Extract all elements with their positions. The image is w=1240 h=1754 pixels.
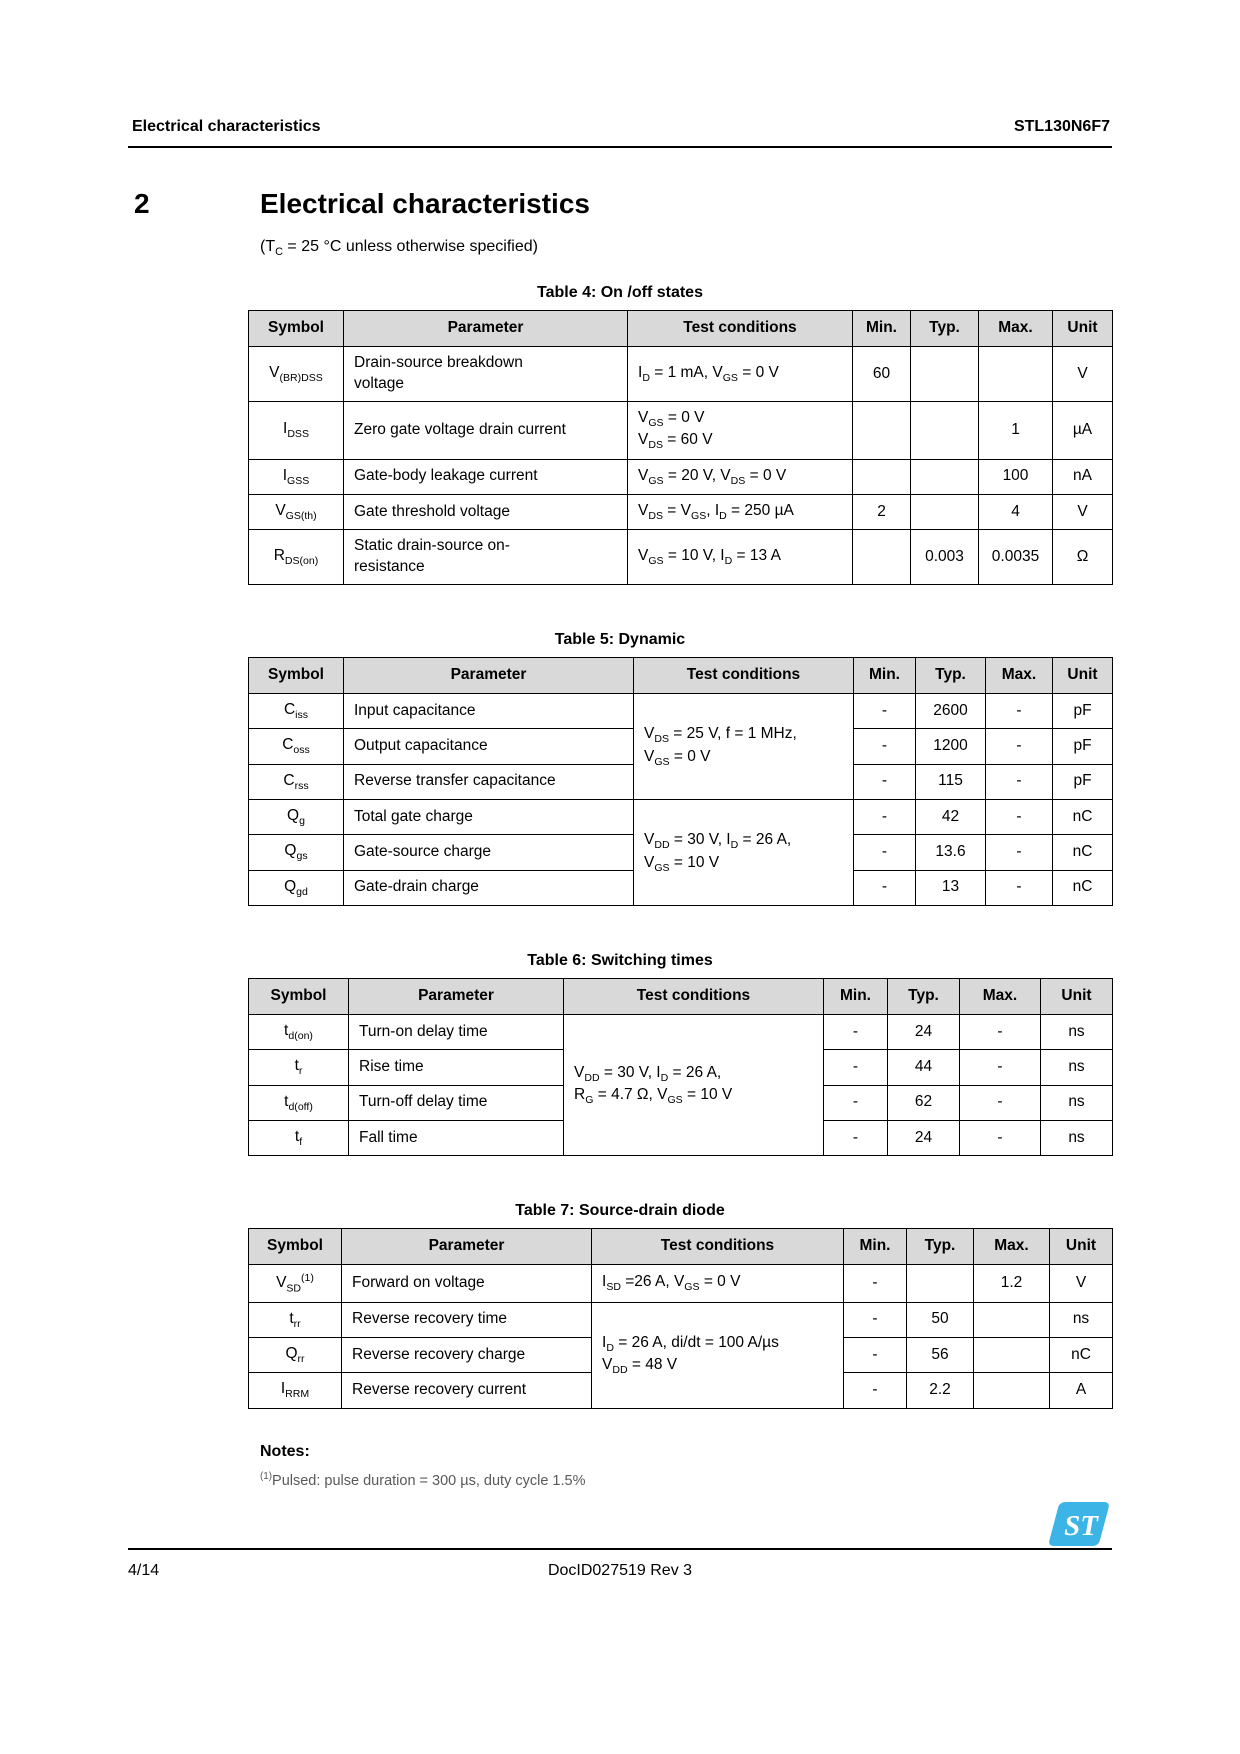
table-cell: ns (1041, 1120, 1113, 1155)
table-cell: Total gate charge (344, 800, 634, 835)
header-row (249, 979, 1113, 1015)
table-title: Table 6: Switching times (527, 952, 713, 969)
table-cell (911, 459, 979, 494)
table-cell: - (844, 1302, 907, 1337)
header-section-title: Electrical characteristics (132, 118, 321, 135)
table-cell: - (854, 800, 916, 835)
table-cell: - (960, 1014, 1041, 1049)
table-cell: $t_f$ (249, 1120, 349, 1155)
table-cell: 44 (888, 1050, 960, 1085)
table-title: Table 7: Source-drain diode (515, 1202, 725, 1220)
table-cell: Reverse recovery current (342, 1373, 592, 1408)
column-header: Unit (1041, 979, 1113, 1015)
table-cell: - (986, 835, 1053, 870)
tables-area (248, 284, 1112, 1408)
table-cell: $I_D = 26$ A, di/dt = 100 A/µs $V_{DD} = 48$ V (592, 1302, 844, 1408)
table-cell: - (824, 1014, 888, 1049)
table-cell: $C_{oss}$ (249, 729, 344, 764)
table-cell: $V_{GS} = 10$ V, $I_D = 13$ A (628, 530, 853, 585)
table-cell: $Q_{gd}$ (249, 870, 344, 905)
column-header: Typ. (916, 658, 986, 694)
table-cell: - (844, 1373, 907, 1408)
column-header: Max. (979, 311, 1053, 347)
table-cell: - (986, 800, 1053, 835)
table-cell: Forward on voltage (342, 1265, 592, 1302)
table-cell: 62 (888, 1085, 960, 1120)
table-cell: - (986, 764, 1053, 799)
table-cell: µA (1053, 401, 1113, 459)
column-header: Parameter (344, 311, 628, 347)
table-cell: 60 (853, 347, 911, 402)
column-header: Parameter (344, 658, 634, 694)
section-subtitle: ($T_C = 25$ °C unless otherwise specified) (260, 238, 538, 259)
column-header: Max. (986, 658, 1053, 694)
table-cell: $V_{DS} = V_{GS}$, $I_D = 250$ µA (628, 494, 853, 529)
table-cell: 115 (916, 764, 986, 799)
column-header: Parameter (349, 979, 564, 1015)
table-cell: V (1050, 1265, 1113, 1302)
table-cell: $V_{GS} = 0$ V $V_{DS} = 60$ V (628, 401, 853, 459)
column-header: Min. (854, 658, 916, 694)
table-cell: - (844, 1265, 907, 1302)
table-cell: $I_{RRM}$ (249, 1373, 342, 1408)
section-title: Electrical characteristics (260, 188, 590, 219)
document-header (128, 0, 1112, 148)
table-row (249, 401, 1113, 459)
table-cell: 100 (979, 459, 1053, 494)
table-cell: $Q_g$ (249, 800, 344, 835)
table-cell: Turn-on delay time (349, 1014, 564, 1049)
table-cell: Ω (1053, 530, 1113, 585)
column-header: Parameter (342, 1229, 592, 1265)
table-cell: $Q_{rr}$ (249, 1337, 342, 1372)
table-cell: 13.6 (916, 835, 986, 870)
table-cell: - (844, 1337, 907, 1372)
table-cell (974, 1373, 1050, 1408)
table-cell: 1.2 (974, 1265, 1050, 1302)
table-cell: - (854, 729, 916, 764)
table-cell (853, 459, 911, 494)
table-row (249, 494, 1113, 529)
table-cell: ns (1041, 1014, 1113, 1049)
table-row (249, 459, 1113, 494)
table-cell: 50 (907, 1302, 974, 1337)
table-cell: - (960, 1050, 1041, 1085)
section-heading (128, 188, 1112, 220)
table-cell: $t_{d(off)}$ (249, 1085, 349, 1120)
column-header: Typ. (888, 979, 960, 1015)
table-cell: - (854, 870, 916, 905)
table-cell: Gate-body leakage current (344, 459, 628, 494)
table-cell (853, 401, 911, 459)
st-logo (1048, 1501, 1110, 1547)
table-cell: pF (1053, 764, 1113, 799)
table-cell: pF (1053, 694, 1113, 729)
table-cell: - (986, 694, 1053, 729)
table-cell: Output capacitance (344, 729, 634, 764)
table-cell: - (824, 1050, 888, 1085)
table-cell: 24 (888, 1120, 960, 1155)
table-cell: Static drain-source on- resistance (344, 530, 628, 585)
table-cell: Input capacitance (344, 694, 634, 729)
table-cell: $I_D = 1$ mA, $V_{GS} = 0$ V (628, 347, 853, 402)
table-row (249, 1014, 1113, 1049)
table-cell: - (854, 694, 916, 729)
table-cell: Reverse transfer capacitance (344, 764, 634, 799)
page-content (128, 0, 1112, 1488)
spec-table (248, 978, 1113, 1156)
column-header: Min. (844, 1229, 907, 1265)
column-header: Unit (1050, 1229, 1113, 1265)
table-row (249, 800, 1113, 835)
table-cell (907, 1265, 974, 1302)
table-cell: 2 (853, 494, 911, 529)
column-header: Symbol (249, 979, 349, 1015)
column-header: Symbol (249, 1229, 342, 1265)
table-cell: A (1050, 1373, 1113, 1408)
column-header: Test conditions (628, 311, 853, 347)
table-cell: 2.2 (907, 1373, 974, 1408)
table-cell: - (986, 729, 1053, 764)
table-cell: - (960, 1085, 1041, 1120)
table-cell (911, 347, 979, 402)
table-cell (974, 1302, 1050, 1337)
column-header: Max. (974, 1229, 1050, 1265)
table-cell: $I_{GSS}$ (249, 459, 344, 494)
header-part-number: STL130N6F7 (1013, 118, 1110, 135)
column-header: Symbol (249, 311, 344, 347)
table-cell: Gate-drain charge (344, 870, 634, 905)
table-cell: $V_{DD} = 30$ V, $I_D = 26$ A, $V_{GS} = 10$ V (634, 800, 854, 906)
table-cell: nC (1053, 870, 1113, 905)
table-cell: nA (1053, 459, 1113, 494)
table-on-off-states (248, 284, 1112, 585)
notes-section (260, 1443, 1112, 1489)
table-source-drain-diode (248, 1202, 1112, 1408)
table-cell: V (1053, 494, 1113, 529)
table-cell: $t_r$ (249, 1050, 349, 1085)
page-number: 4/14 (128, 1562, 160, 1579)
table-cell: Reverse recovery time (342, 1302, 592, 1337)
column-header: Test conditions (592, 1229, 844, 1265)
table-cell: - (824, 1120, 888, 1155)
table-row (249, 1302, 1113, 1337)
table-cell: $C_{iss}$ (249, 694, 344, 729)
table-cell: 2600 (916, 694, 986, 729)
table-row (249, 1265, 1113, 1302)
table-cell: pF (1053, 729, 1113, 764)
table-cell: Gate threshold voltage (344, 494, 628, 529)
column-header: Min. (824, 979, 888, 1015)
column-header: Symbol (249, 658, 344, 694)
table-cell: $V_{SD}^{(1)}$ (249, 1265, 342, 1302)
table-row (249, 530, 1113, 585)
spec-table (248, 1228, 1113, 1408)
table-cell (979, 347, 1053, 402)
header-row (249, 1229, 1113, 1265)
table-cell: ns (1041, 1050, 1113, 1085)
document-footer (128, 1510, 1112, 1580)
table-dynamic (248, 631, 1112, 906)
table-cell (911, 494, 979, 529)
table-cell: - (986, 870, 1053, 905)
table-row (249, 347, 1113, 402)
table-cell: Zero gate voltage drain current (344, 401, 628, 459)
table-cell: $Q_{gs}$ (249, 835, 344, 870)
st-logo-text: ST (1064, 1510, 1098, 1542)
table-cell: $V_{DD} = 30$ V, $I_D = 26$ A, $R_G = 4.7$ Ω, $V_{GS} = 10$ V (564, 1014, 824, 1155)
column-header: Unit (1053, 658, 1113, 694)
note-item: $^{(1)}$Pulsed: pulse duration = 300 µs, duty cycle 1.5% (260, 1470, 586, 1489)
table-cell: $R_{DS(on)}$ (249, 530, 344, 585)
table-cell: 42 (916, 800, 986, 835)
table-cell (911, 401, 979, 459)
doc-id: DocID027519 Rev 3 (547, 1562, 693, 1579)
section-number: 2 (134, 188, 150, 219)
notes-label: Notes: (260, 1442, 310, 1460)
table-cell: Rise time (349, 1050, 564, 1085)
table-cell: 1 (979, 401, 1053, 459)
table-cell: $C_{rss}$ (249, 764, 344, 799)
table-cell (853, 530, 911, 585)
table-switching-times (248, 952, 1112, 1156)
header-row (249, 311, 1113, 347)
table-cell: ns (1041, 1085, 1113, 1120)
table-cell: $t_{rr}$ (249, 1302, 342, 1337)
table-cell: Turn-off delay time (349, 1085, 564, 1120)
table-cell: 0.003 (911, 530, 979, 585)
column-header: Test conditions (564, 979, 824, 1015)
table-cell: - (854, 764, 916, 799)
footer-row (128, 1550, 1112, 1580)
table-cell: 56 (907, 1337, 974, 1372)
table-cell: 13 (916, 870, 986, 905)
table-row (249, 694, 1113, 729)
table-cell: $V_{GS} = 20$ V, $V_{DS} = 0$ V (628, 459, 853, 494)
column-header: Unit (1053, 311, 1113, 347)
spec-table (248, 310, 1113, 585)
table-cell (974, 1337, 1050, 1372)
column-header: Min. (853, 311, 911, 347)
table-cell: Reverse recovery charge (342, 1337, 592, 1372)
table-cell: 1200 (916, 729, 986, 764)
table-title: Table 5: Dynamic (554, 631, 686, 649)
table-cell: - (960, 1120, 1041, 1155)
table-cell: $I_{DSS}$ (249, 401, 344, 459)
table-cell: $V_{(BR)DSS}$ (249, 347, 344, 402)
table-cell: $V_{GS(th)}$ (249, 494, 344, 529)
table-cell: nC (1053, 800, 1113, 835)
spec-table (248, 657, 1113, 906)
table-cell: Drain-source breakdown voltage (344, 347, 628, 402)
table-cell: $t_{d(on)}$ (249, 1014, 349, 1049)
table-cell: ns (1050, 1302, 1113, 1337)
header-row (249, 658, 1113, 694)
column-header: Test conditions (634, 658, 854, 694)
table-cell: $I_{SD} =26$ A, $V_{GS} = 0$ V (592, 1265, 844, 1302)
table-cell: nC (1053, 835, 1113, 870)
table-cell: - (854, 835, 916, 870)
table-cell: $V_{DS} = 25$ V, f = 1 MHz, $V_{GS} = 0$ V (634, 694, 854, 800)
table-cell: - (824, 1085, 888, 1120)
table-cell: Fall time (349, 1120, 564, 1155)
table-cell: V (1053, 347, 1113, 402)
table-cell: 24 (888, 1014, 960, 1049)
table-cell: Gate-source charge (344, 835, 634, 870)
column-header: Max. (960, 979, 1041, 1015)
column-header: Typ. (911, 311, 979, 347)
table-cell: 0.0035 (979, 530, 1053, 585)
table-title: Table 4: On /off states (537, 284, 703, 302)
table-cell: nC (1050, 1337, 1113, 1372)
column-header: Typ. (907, 1229, 974, 1265)
table-cell: 4 (979, 494, 1053, 529)
